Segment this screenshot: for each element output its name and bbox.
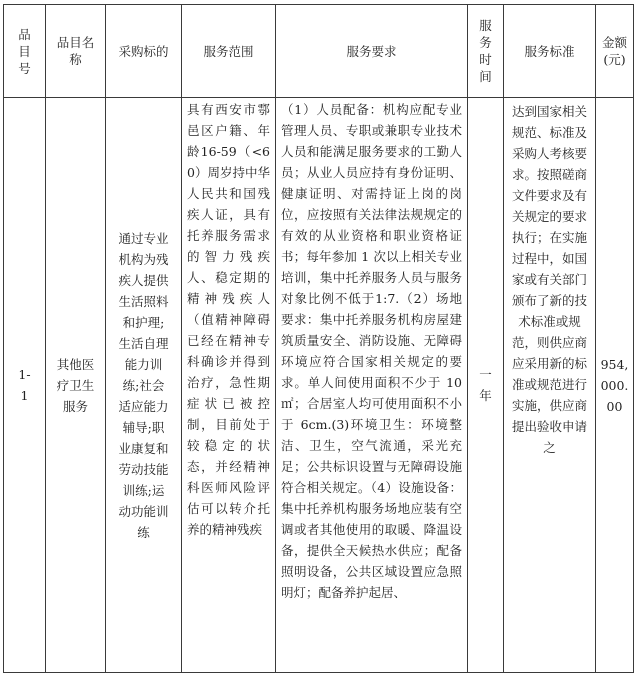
cell-scope: 具有西安市鄠邑区户籍、年龄16-59（<60）周岁持中华人民共和国残疾人证，具有托养服务需求的智力残疾人、稳定期的精神残疾人（值精神障碍已经在精神专科确诊并得到治疗，急性期症状已被控制，目前处于较稳定的状态，并经精神科医师风险评估可以转介托养的精神残疾 xyxy=(182,98,276,673)
header-target: 采购标的 xyxy=(106,5,182,98)
cell-time: 一年 xyxy=(468,98,504,673)
header-index: 品目号 xyxy=(4,5,46,98)
cell-standard: 达到国家相关规范、标准及采购人考核要求。按照磋商文件要求及有关规定的要求执行；在实施过程中，如国家或有关部门颁布了新的技术标准或规范，则供应商应采用新的标准或规范进行实施，供应商提出验收申请之 xyxy=(504,98,596,673)
header-time: 服务时间 xyxy=(468,5,504,98)
header-row xyxy=(4,5,634,98)
header-item-name: 品目名称 xyxy=(46,5,106,98)
procurement-table xyxy=(3,4,634,673)
table-row xyxy=(4,98,634,673)
header-amount: 金额(元) xyxy=(596,5,634,98)
header-scope: 服务范围 xyxy=(182,5,276,98)
cell-amount: 954,000.00 xyxy=(596,98,634,673)
cell-item-name: 其他医疗卫生服务 xyxy=(46,98,106,673)
header-standard: 服务标准 xyxy=(504,5,596,98)
cell-target: 通过专业机构为残疾人提供生活照料和护理;生活自理能力训练;社会适应能力辅导;职业康复和劳动技能训练;运动功能训练 xyxy=(106,98,182,673)
header-requirements: 服务要求 xyxy=(276,5,468,98)
cell-requirements: （1）人员配备：机构应配专业管理人员、专职或兼职专业技术人员和能满足服务要求的工勤人员；从业人员应持有身份证明、健康证明、对需持证上岗的岗位，应按照有关法律法规规定的有效的从业资格和职业资格证书；每年参加 1 次以上相关专业培训，集中托养服务人员与服务对象比例不低于1:7.（2）场地要求：集中托养服务机构房屋建筑质量安全、消防设施、无障碍环境应符合国家相关规定的要求。单人间使用面积不少于 10 ㎡；合居室人均可使用面积不小于 6cm.(3)环境卫生：环境整洁、卫生，空气流通，采光充足；公共标识设置与无障碍设施符合相关规定。（4）设施设备：集中托养机构服务场地应装有空调或者其他使用的取暖、降温设备，提供全天候热水供应；配备照明设备，公共区域设置应急照明灯；配备养护起居、 xyxy=(276,98,468,673)
cell-index: 1-1 xyxy=(4,98,46,673)
